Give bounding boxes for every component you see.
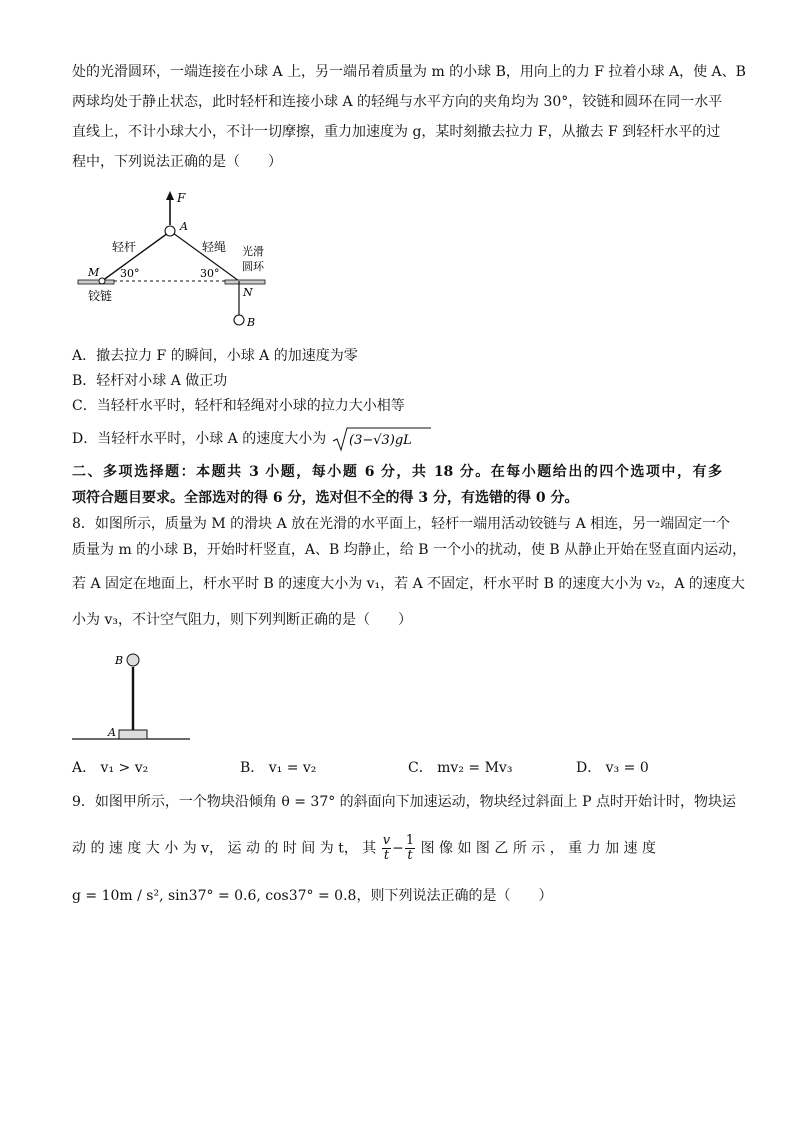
minus-sign: −: [392, 840, 404, 857]
label-A: A: [180, 220, 188, 233]
label-ring-2: 圆环: [242, 260, 264, 273]
label-ring-1: 光滑: [242, 245, 264, 258]
q7-stem-line1: 处的光滑圆环，一端连接在小球 A 上，另一端吊着质量为 m 的小球 B，用向上的力 F 拉着小球 A，使 A、B: [72, 64, 746, 80]
q8-stem-line3: 若 A 固定在地面上，杆水平时 B 的速度大小为 v₁，若 A 不固定，杆水平时 B 的速度大小为 v₂，A 的速度大: [72, 576, 745, 592]
q9-stem-line2-end: 图 像 如 图 乙 所 示 ， 重 力 加 速 度: [420, 840, 656, 857]
q7-option-a: A．撤去拉力 F 的瞬间，小球 A 的加速度为零: [72, 348, 358, 364]
q7-option-d: [72, 426, 431, 452]
q7-stem-line2: 两球均处于静止状态，此时轻杆和连接小球 A 的轻绳与水平方向的夹角均为 30°，铰链和圆环在同一水平: [72, 94, 723, 110]
hinge-support: [78, 280, 114, 284]
q8-figure: [72, 648, 197, 744]
q8-option-c: C． mv₂ = Mv₃: [408, 760, 513, 776]
slider-A: [119, 730, 147, 739]
q7-stem-line4: 程中，下列说法正确的是（ ）: [72, 154, 282, 170]
label-M: M: [88, 266, 100, 279]
force-arrow-head: [166, 191, 174, 200]
q7-option-c: C．当轻杆水平时，轻杆和轻绳对小球的拉力大小相等: [72, 398, 405, 414]
q8-stem-line2: 质量为 m 的小球 B，开始时杆竖直，A、B 均静止，给 B 一个小的扰动，使 B 从静止开始在竖直面内运动，: [72, 542, 747, 558]
label-N: N: [243, 286, 253, 299]
q8-option-a: A． v₁ > v₂: [72, 760, 149, 776]
label-B: B: [115, 654, 124, 667]
section-2-heading-line1: 二、多项选择题：本题共 3 小题，每小题 6 分，共 18 分。在每小题给出的四个选项中，有多: [72, 464, 722, 480]
ball-B: [234, 315, 244, 325]
q7-figure: [72, 188, 282, 333]
label-B: B: [247, 316, 256, 329]
label-angle-left: 30°: [120, 267, 140, 280]
q8-option-d: D． v₃ = 0: [576, 760, 649, 776]
fraction-v-over-t: $\frac{v}{t}$: [382, 833, 391, 863]
q7-option-b: B．轻杆对小球 A 做正功: [72, 373, 228, 389]
q9-stem-line2-start: 动 的 速 度 大 小 为 v， 运 动 的 时 间 为 t， 其: [72, 840, 377, 857]
sqrt-sign: [331, 426, 431, 452]
ring-support: [225, 280, 265, 284]
ball-A: [165, 226, 175, 236]
q8-stem-line1: 8．如图所示，质量为 M 的滑块 A 放在光滑的水平面上，轻杆一端用活动铰链与 A 相连，另一端固定一个: [72, 516, 731, 532]
q7-option-d-text: D．当轻杆水平时，小球 A 的速度大小为: [72, 431, 327, 447]
q9-stem-line3: g = 10m / s², sin37° = 0.6, cos37° = 0.8，则下列说法正确的是（ ）: [72, 888, 553, 904]
fraction-1-over-t: $\frac{1}{t}$: [405, 833, 415, 863]
label-rod: 轻杆: [112, 240, 137, 254]
q9-stem-line2: [72, 834, 656, 863]
label-hinge: 铰链: [88, 289, 113, 303]
option-d-formula: (3−√3)gL: [348, 433, 412, 448]
label-F: F: [177, 191, 186, 205]
label-A: A: [108, 726, 116, 739]
q9-stem-line1: 9．如图甲所示，一个物块沿倾角 θ = 37° 的斜面向下加速运动，物块经过斜面上 P 点时开始计时，物块运: [72, 794, 736, 810]
q7-stem-line3: 直线上，不计小球大小，不计一切摩擦，重力加速度为 g，某时刻撤去拉力 F，从撤去 F 到轻杆水平的过: [72, 124, 721, 140]
ball-B: [127, 654, 139, 666]
q8-option-b: B． v₁ = v₂: [240, 760, 317, 776]
label-angle-right: 30°: [200, 267, 220, 280]
q8-stem-line4: 小为 v₃，不计空气阻力，则下列判断正确的是（ ）: [72, 612, 412, 628]
label-rope: 轻绳: [202, 240, 227, 254]
hinge-M: [99, 278, 105, 284]
section-2-heading-line2: 项符合题目要求。全部选对的得 6 分，选对但不全的得 3 分，有选错的得 0 分。: [72, 490, 579, 506]
